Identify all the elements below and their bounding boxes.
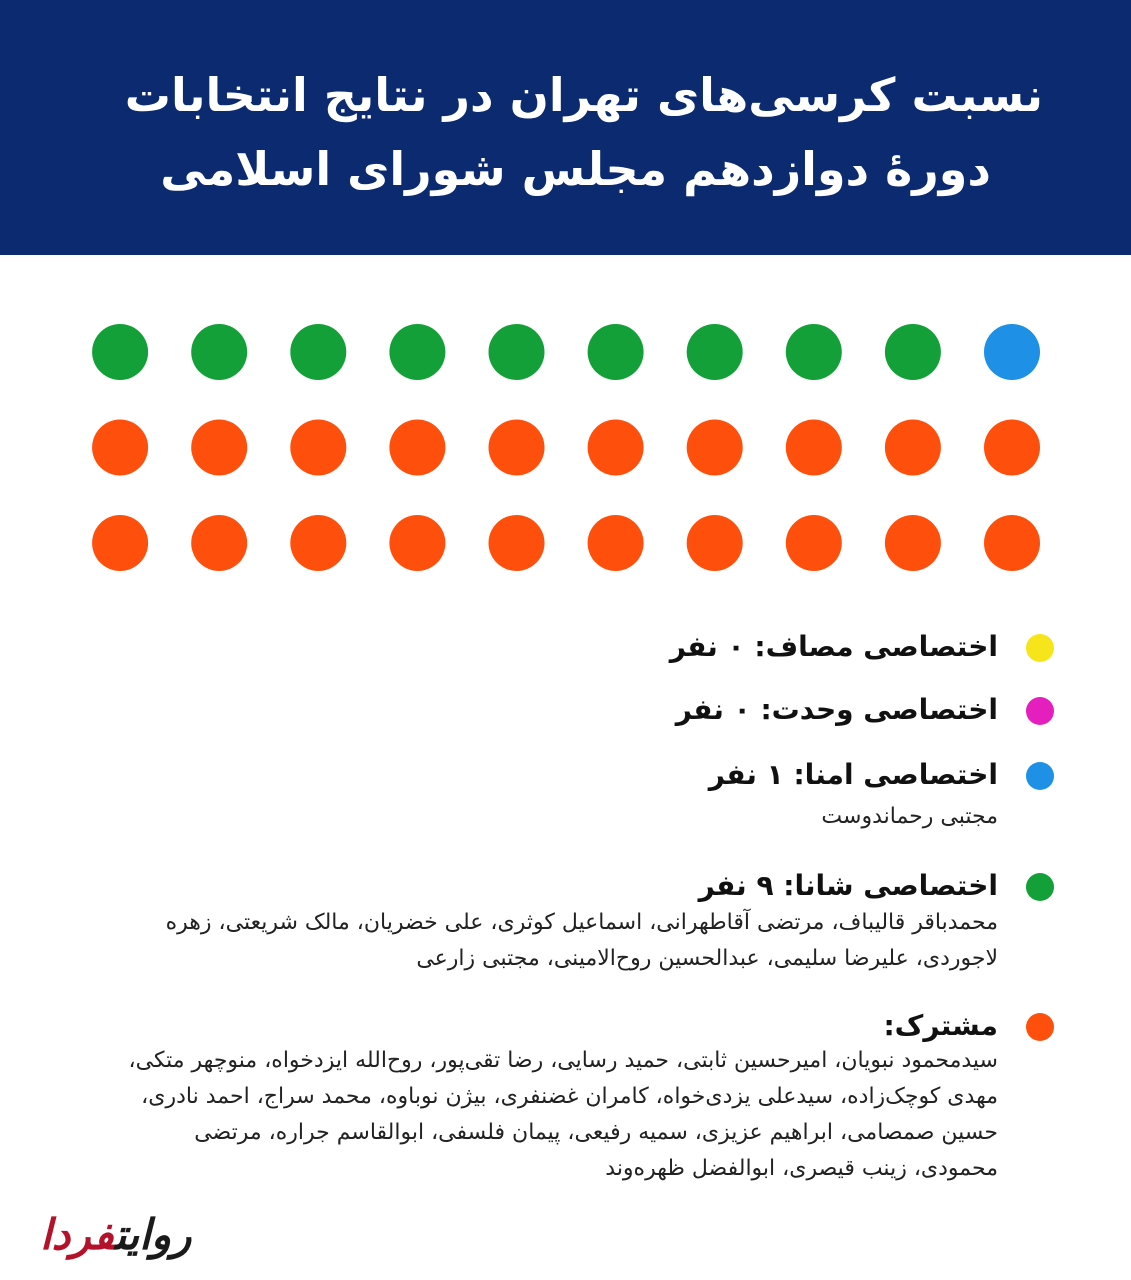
- seat-dot: [389, 515, 445, 571]
- brand-logo: [40, 1210, 191, 1259]
- seat-dot: [290, 420, 346, 476]
- seat-dot: [885, 515, 941, 571]
- seat-dot: [389, 420, 445, 476]
- seat-dot: [92, 515, 148, 571]
- header-banner: [0, 0, 1131, 255]
- seat-dot: [885, 420, 941, 476]
- seat-dot: [92, 420, 148, 476]
- page-title-line-1: نسبت کرسی‌های تهران در نتایج انتخابات: [124, 68, 1043, 122]
- seat-dot: [191, 420, 247, 476]
- seat-dot: [290, 515, 346, 571]
- seat-dot: [489, 420, 545, 476]
- seat-waffle-chart: [0, 300, 1131, 600]
- seat-dot: [786, 420, 842, 476]
- seat-dot: [687, 324, 743, 380]
- legend-dot-moshtarak: [1026, 1013, 1054, 1041]
- seat-dot: [389, 324, 445, 380]
- legend-dot-omana: [1026, 762, 1054, 790]
- legend-names-omana: مجتبی رحماندوست: [821, 804, 998, 829]
- seat-dot: [92, 324, 148, 380]
- seat-dot: [489, 515, 545, 571]
- legend-label-shana: اختصاصی شانا: ۹ نفر: [698, 869, 998, 902]
- seat-dot: [885, 324, 941, 380]
- seat-dot: [489, 324, 545, 380]
- legend-dot-vahdat: [1026, 697, 1054, 725]
- seat-dot: [588, 515, 644, 571]
- seat-dot: [786, 515, 842, 571]
- seat-dot: [290, 324, 346, 380]
- seat-dot: [984, 420, 1040, 476]
- seat-dot: [687, 420, 743, 476]
- seat-dot: [191, 324, 247, 380]
- seat-dot: [191, 515, 247, 571]
- legend-label-omana: اختصاصی امنا: ۱ نفر: [708, 758, 998, 791]
- legend-dot-shana: [1026, 873, 1054, 901]
- legend-label-masaf: اختصاصی مصاف: ۰ نفر: [669, 630, 998, 663]
- logo-word-farda: فردا: [40, 1210, 115, 1259]
- seat-dot: [786, 324, 842, 380]
- seat-dot: [588, 324, 644, 380]
- page-title-line-2: دورهٔ دوازدهم مجلس شورای اسلامی: [160, 142, 991, 196]
- logo-word-revayat: روایت: [114, 1210, 192, 1259]
- seat-dot: [588, 420, 644, 476]
- seat-dot: [984, 515, 1040, 571]
- seat-dot: [984, 324, 1040, 380]
- legend-label-vahdat: اختصاصی وحدت: ۰ نفر: [675, 693, 998, 726]
- legend-dot-masaf: [1026, 634, 1054, 662]
- legend-names-shana: محمدباقر قالیباف، مرتضی آقاطهرانی، اسماعیل کوثری، علی خضریان، مالک شریعتی، زهره لاجوردی، علیرضا سلیمی، عبدالحسین روح‌الامینی، مجتبی زارعی: [165, 910, 998, 971]
- legend-label-moshtarak: مشترک:: [883, 1009, 998, 1042]
- legend-names-moshtarak: سیدمحمود نبویان، امیرحسین ثابتی، حمید رسایی، رضا تقی‌پور، روح‌الله ایزدخواه، منوچهر متکی، مهدی کوچک‌زاده، سیدعلی یزدی‌خواه، کامران غضنفری، بیژن نوباوه، محمد سراج، احمد نادری، حسین صمصامی، ابراهیم عزیزی، سمیه رفیعی، پیمان فلسفی، ابوالقاسم جراره، مرتضی محمودی، زینب قیصری، ابوالفضل ظهره‌وند: [128, 1048, 998, 1181]
- seat-dot: [687, 515, 743, 571]
